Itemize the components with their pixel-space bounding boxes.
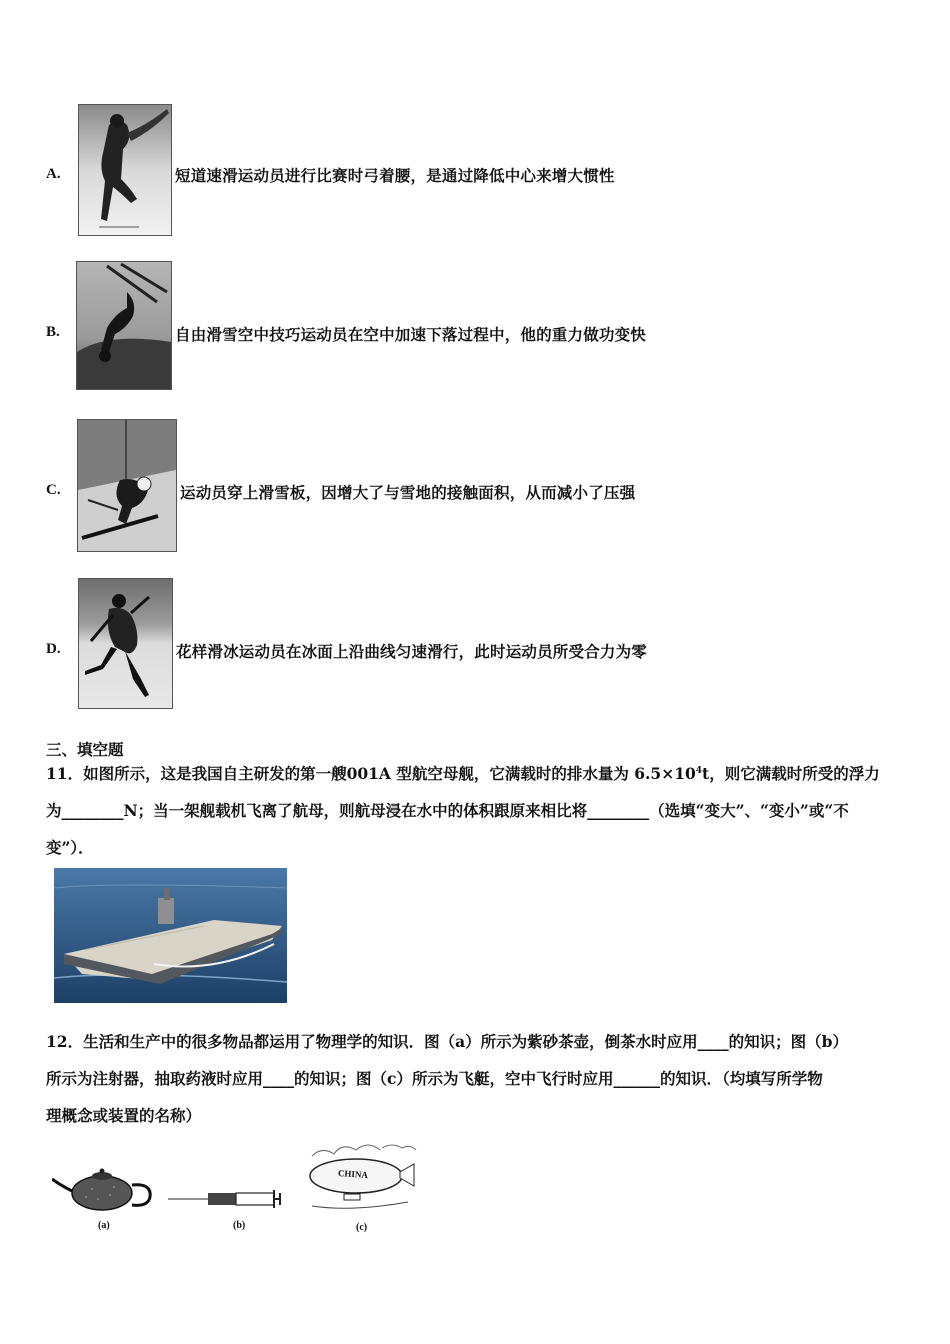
syringe-image xyxy=(168,1188,282,1210)
q11-line-3: 变”）． xyxy=(46,838,94,857)
q11-line-1 xyxy=(46,762,880,784)
short-track-skater-image xyxy=(78,104,172,236)
option-b-letter: B. xyxy=(46,324,60,340)
airship-label: CHINA xyxy=(337,1167,369,1181)
q12-line-1: 12．生活和生产中的很多物品都运用了物理学的知识．图（a）所示为紫砂茶壶，倒茶水时应用____的知识；图（b） xyxy=(46,1032,848,1051)
option-a-letter: A. xyxy=(46,166,61,182)
aircraft-carrier-image xyxy=(54,868,287,1003)
option-d-text: 花样滑冰运动员在冰面上沿曲线匀速滑行，此时运动员所受合力为零 xyxy=(176,642,648,661)
figure-skater-image xyxy=(78,578,173,709)
option-a-text: 短道速滑运动员进行比赛时弓着腰，是通过降低中心来增大惯性 xyxy=(175,166,615,185)
q11-line-1-b: t，则它满载时所受的浮力 xyxy=(702,764,880,783)
caption-b: (b) xyxy=(233,1220,246,1231)
q11-line-2: 为________N；当一架舰载机飞离了航母，则航母浸在水中的体积跟原来相比将________（选填“变大”、“变小”或“不 xyxy=(46,801,849,820)
caption-c: (c) xyxy=(356,1222,368,1233)
option-c-text: 运动员穿上滑雪板，因增大了与雪地的接触面积，从而减小了压强 xyxy=(180,483,636,502)
option-b-text: 自由滑雪空中技巧运动员在空中加速下落过程中，他的重力做功变快 xyxy=(175,325,647,344)
section-title: 三、填空题 xyxy=(46,740,124,759)
option-d-letter: D. xyxy=(46,641,61,657)
caption-a: (a) xyxy=(98,1220,110,1231)
q12-line-2: 所示为注射器，抽取药液时应用____的知识；图（c）所示为飞艇，空中飞行时应用______的知识．（均填写所学物 xyxy=(46,1069,823,1088)
q11-line-1-a: 11．如图所示，这是我国自主研发的第一艘001A 型航空母舰，它满载时的排水量为 6.5×10 xyxy=(46,764,696,783)
skier-on-slope-image xyxy=(77,419,177,552)
q12-line-3: 理概念或装置的名称） xyxy=(46,1106,202,1125)
aerial-skier-image xyxy=(76,261,172,390)
airship-image xyxy=(302,1138,418,1218)
teapot-image xyxy=(52,1165,154,1213)
option-c-letter: C. xyxy=(46,482,61,498)
q11-line-1-sup: 4 xyxy=(695,765,703,776)
